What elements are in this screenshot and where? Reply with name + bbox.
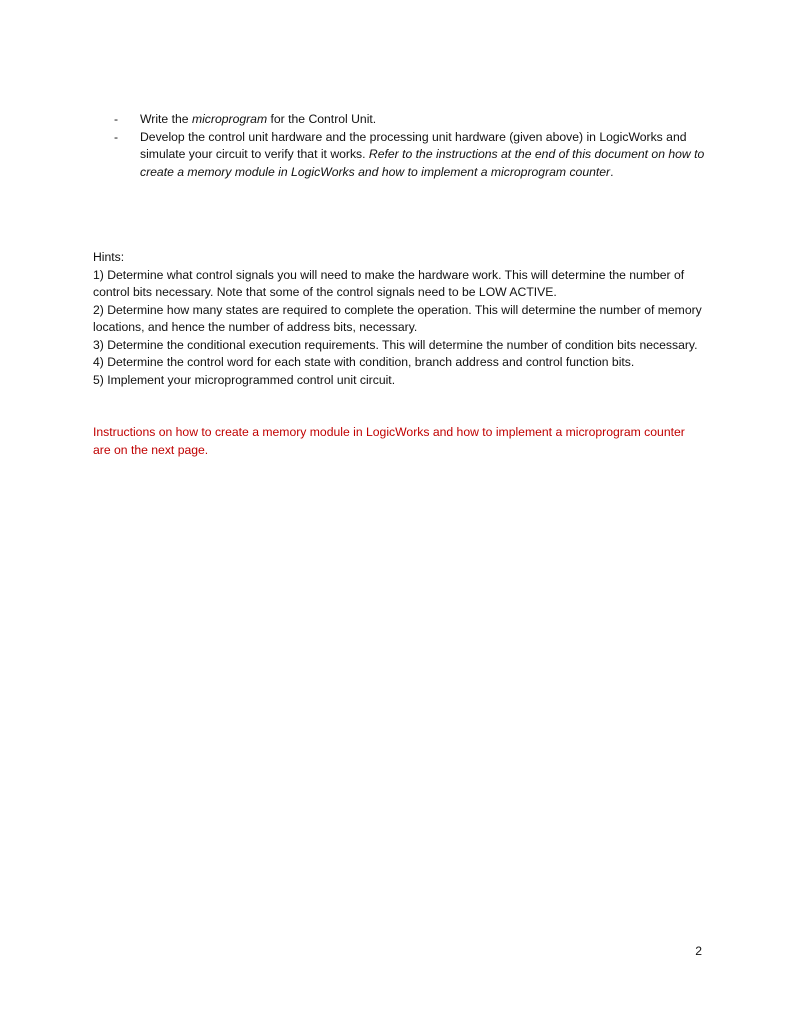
- hint-item: 3) Determine the conditional execution requirements. This will determine the number of condition bits necessary.: [93, 337, 698, 352]
- hint-item: 1) Determine what control signals you will need to make the hardware work. This will determine the number of control bits necessary. Note that some of the control signals need to be LOW ACTIVE.: [93, 267, 685, 299]
- hint-item: 5) Implement your microprogrammed control unit circuit.: [93, 372, 396, 387]
- bullet-text-italic: microprogram: [191, 112, 268, 126]
- hints-section: [93, 249, 703, 389]
- bullet-text-part: for the Control Unit.: [267, 112, 377, 126]
- bullet-dash: -: [114, 129, 119, 144]
- next-page-note: Instructions on how to create a memory module in LogicWorks and how to implement a microprogram counter are on the next page.: [93, 425, 685, 457]
- bullet-text-italic: Refer to the instructions at the end of this document on how to create a memory module in LogicWorks and how to implement a microprogram counter: [140, 147, 705, 179]
- bullet-text-part: Write the: [140, 112, 192, 126]
- page-number: 2: [695, 944, 702, 958]
- task-bullet-item: [114, 129, 714, 182]
- hint-item: 2) Determine how many states are required to complete the operation. This will determine the number of memory locations, and hence the number of address bits, necessary.: [93, 302, 702, 334]
- task-bullet-list: [114, 111, 714, 181]
- hint-item: 4) Determine the control word for each state with condition, branch address and control function bits.: [93, 355, 635, 369]
- task-bullet-item: [114, 111, 714, 129]
- hints-heading: Hints:: [93, 250, 125, 264]
- bullet-dash: -: [114, 112, 119, 126]
- bullet-text-part: .: [610, 164, 614, 179]
- bullet-text-part: Develop the control unit hardware and the processing unit hardware (given above) in LogicWorks and simulate your circuit to verify that it works.: [140, 129, 687, 161]
